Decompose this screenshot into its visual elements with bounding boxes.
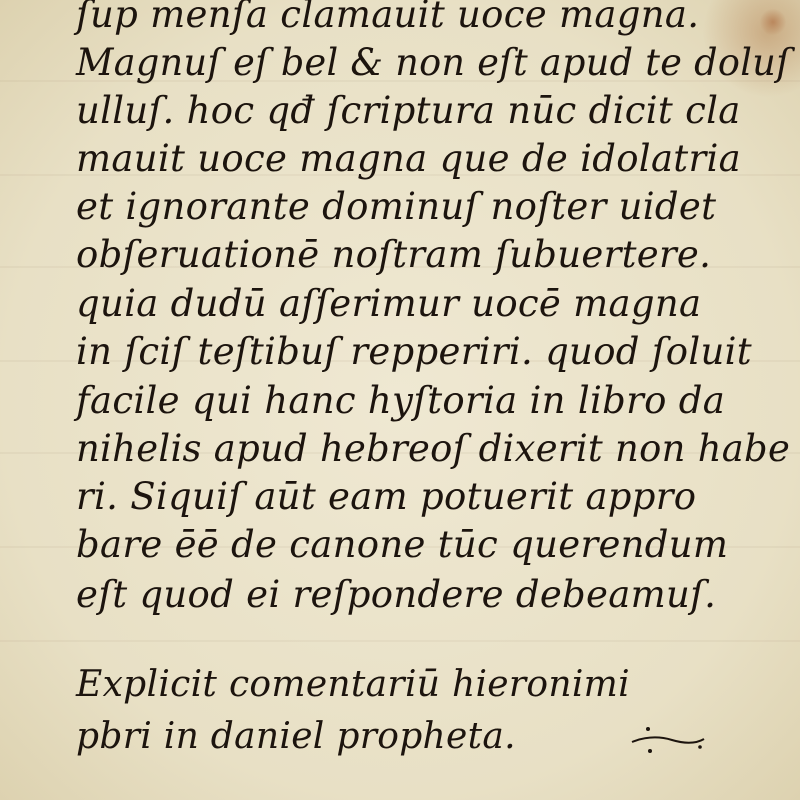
text-line: ulluſ. hoc qđ ſcriptura nūc dicit cla <box>76 89 741 132</box>
text-line: mauit uoce magna que de idolatria <box>76 137 741 180</box>
explicit-line: pbri in daniel propheta. <box>76 716 516 757</box>
text-line: eſt quod ei reſpondere debeamuſ. <box>76 573 717 616</box>
show-through-line <box>0 640 800 642</box>
text-line: facile qui hanc hyſtoria in libro da <box>76 379 726 422</box>
text-line: obſeruationē noſtram ſubuertere. <box>76 233 712 276</box>
text-line: ri. Siquiſ aūt eam potuerit appro <box>76 475 697 518</box>
line-end-flourish <box>628 722 708 756</box>
explicit-line: Explicit comentariū hieronimi <box>76 664 630 705</box>
text-line: et ignorante dominuſ noſter uidet <box>76 185 717 228</box>
page-stain <box>760 8 786 36</box>
text-line: in ſciſ teſtibuſ repperiri. quod ſoluit <box>76 330 752 373</box>
text-line: ſup menſa clamauit uoce magna. <box>76 0 700 36</box>
text-line: Magnuſ eſ bel & non eſt apud te doluſ <box>76 41 790 84</box>
text-line: quia dudū aſſerimur uocē magna <box>76 282 702 325</box>
text-line: bare ēē de canone tūc querendum <box>76 523 729 566</box>
text-line: nihelis apud hebreoſ dixerit non habe <box>76 427 791 470</box>
